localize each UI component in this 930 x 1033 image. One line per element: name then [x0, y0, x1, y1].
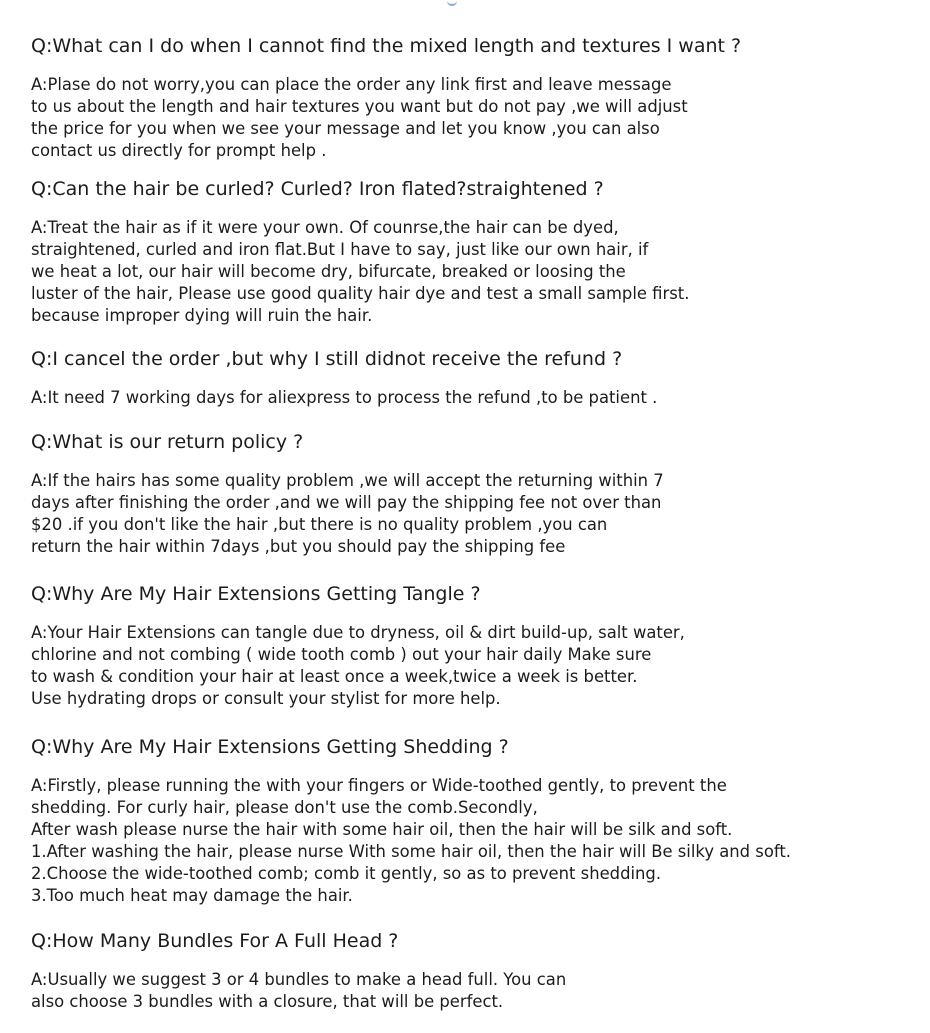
answer-line: 3.Too much heat may damage the hair.: [31, 886, 353, 905]
faq-question: Q:I cancel the order ,but why I still didnot receive the refund ?: [31, 348, 623, 370]
answer-line: days after finishing the order ,and we will pay the shipping fee not over than: [31, 493, 662, 512]
answer-line: chlorine and not combing ( wide tooth comb ) out your hair daily Make sure: [31, 645, 652, 664]
faq-question: Q:What is our return policy ?: [31, 431, 304, 453]
faq-answer: [31, 387, 911, 409]
faq-item: [31, 582, 911, 710]
faq-item: [31, 430, 911, 558]
faq-item: [31, 34, 911, 162]
answer-line: A:Your Hair Extensions can tangle due to dryness, oil & dirt build-up, salt water,: [31, 623, 685, 642]
top-decoration: [447, 0, 457, 6]
answer-line: to wash & condition your hair at least once a week,twice a week is better.: [31, 667, 638, 686]
faq-item: [31, 347, 911, 409]
answer-line: A:Firstly, please running the with your fingers or Wide-toothed gently, to prevent the: [31, 776, 727, 795]
answer-line: also choose 3 bundles with a closure, that will be perfect.: [31, 992, 504, 1011]
answer-line: we heat a lot, our hair will become dry, bifurcate, breaked or loosing the: [31, 262, 626, 281]
faq-answer: [31, 775, 911, 907]
faq-answer: [31, 969, 911, 1013]
answer-line: return the hair within 7days ,but you should pay the shipping fee: [31, 537, 566, 556]
answer-line: straightened, curled and iron flat.But I have to say, just like our own hair, if: [31, 240, 649, 259]
faq-item: [31, 735, 911, 907]
answer-line: A:Treat the hair as if it were your own. Of counrse,the hair can be dyed,: [31, 218, 619, 237]
answer-line: because improper dying will ruin the hair.: [31, 306, 373, 325]
faq-question: Q:What can I do when I cannot find the mixed length and textures I want ?: [31, 35, 742, 57]
answer-line: A:Usually we suggest 3 or 4 bundles to make a head full. You can: [31, 970, 567, 989]
faq-question: Q:Why Are My Hair Extensions Getting Shedding ?: [31, 736, 509, 758]
answer-line: 2.Choose the wide-toothed comb; comb it gently, so as to prevent shedding.: [31, 864, 662, 883]
answer-line: Use hydrating drops or consult your stylist for more help.: [31, 689, 501, 708]
faq-question: Q:Can the hair be curled? Curled? Iron flated?straightened ?: [31, 178, 604, 200]
faq-question: Q:How Many Bundles For A Full Head ?: [31, 930, 399, 952]
faq-item: [31, 929, 911, 1013]
answer-line: $20 .if you don't like the hair ,but there is no quality problem ,you can: [31, 515, 608, 534]
faq-answer: [31, 470, 911, 558]
faq-question: Q:Why Are My Hair Extensions Getting Tangle ?: [31, 583, 481, 605]
faq-answer: [31, 622, 911, 710]
answer-line: to us about the length and hair textures you want but do not pay ,we will adjust: [31, 97, 688, 116]
answer-line: A:Plase do not worry,you can place the order any link first and leave message: [31, 75, 672, 94]
answer-line: A:If the hairs has some quality problem ,we will accept the returning within 7: [31, 471, 664, 490]
answer-line: luster of the hair, Please use good quality hair dye and test a small sample first.: [31, 284, 690, 303]
faq-answer: [31, 217, 911, 327]
answer-line: 1.After washing the hair, please nurse With some hair oil, then the hair will Be silky and soft.: [31, 842, 791, 861]
answer-line: After wash please nurse the hair with some hair oil, then the hair will be silk and soft.: [31, 820, 733, 839]
answer-line: shedding. For curly hair, please don't use the comb.Secondly,: [31, 798, 538, 817]
answer-line: A:It need 7 working days for aliexpress to process the refund ,to be patient .: [31, 388, 658, 407]
faq-item: [31, 177, 911, 327]
answer-line: contact us directly for prompt help .: [31, 141, 327, 160]
answer-line: the price for you when we see your message and let you know ,you can also: [31, 119, 660, 138]
faq-answer: [31, 74, 911, 162]
